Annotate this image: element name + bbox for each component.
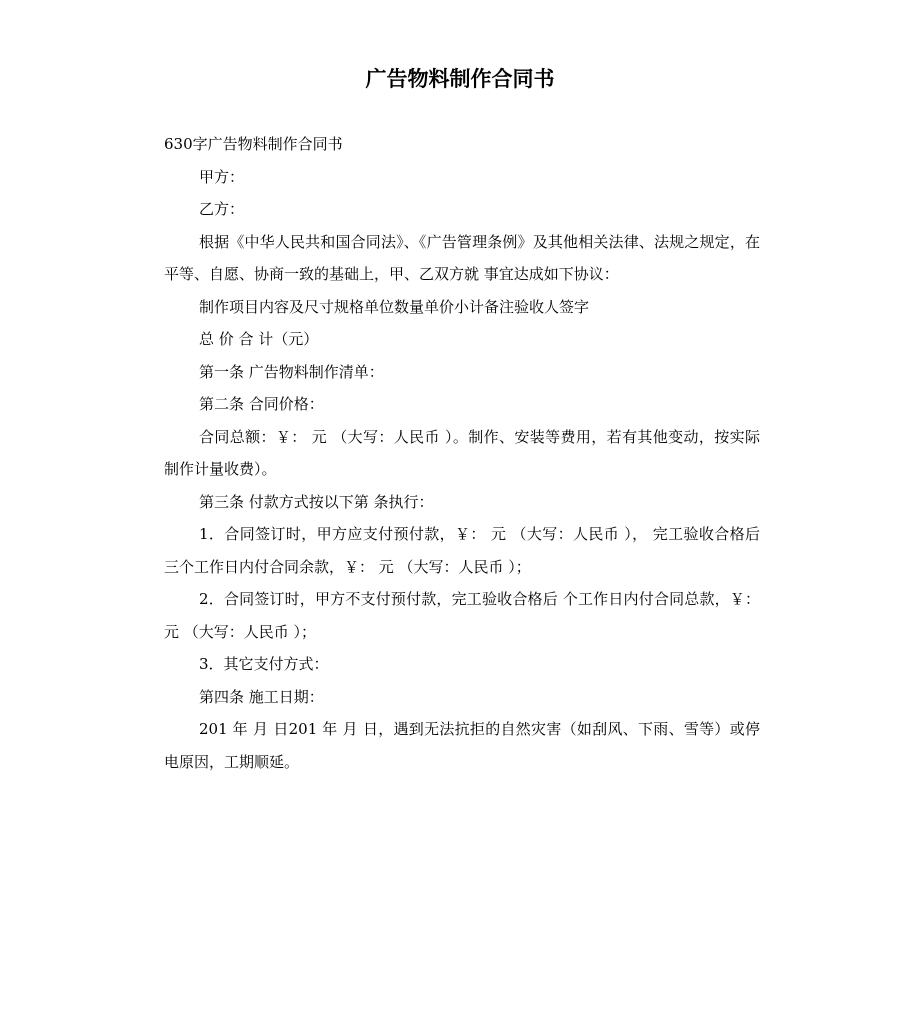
article-3-heading: 第三条 付款方式按以下第 条执行： — [199, 492, 434, 511]
construction-date-paragraph: 201 年 月 日201 年 月 日，遇到无法抗拒的自然灾害（如刮风、下雨、雪等）或停电原因，工期顺延。 — [164, 720, 760, 771]
document-body — [164, 128, 765, 778]
item-table-header: 制作项目内容及尺寸规格单位数量单价小计备注验收人签字 — [199, 297, 590, 316]
payment-option-3: 3．其它支付方式： — [199, 655, 329, 673]
contract-total-paragraph: 合同总额：￥： 元 （大写：人民币 ）。制作、安装等费用，若有其他变动，按实际制作计量收费）。 — [164, 427, 760, 478]
payment-option-2: 2．合同签订时，甲方不支付预付款，完工验收合格后 个工作日内付合同总款，￥： 元 （大写：人民币 ）； — [164, 590, 765, 641]
article-1-heading: 第一条 广告物料制作清单： — [199, 362, 384, 381]
payment-option-1: 1．合同签订时，甲方应支付预付款，￥： 元 （大写：人民币 ）， 完工验收合格后三个工作日内付合同余款，￥： 元 （大写：人民币 ）； — [164, 525, 760, 576]
document-title: 广告物料制作合同书 — [365, 67, 555, 91]
party-b-line: 乙方： — [199, 200, 245, 218]
article-2-heading: 第二条 合同价格： — [199, 395, 324, 413]
preamble-paragraph: 根据《中华人民共和国合同法》、《广告管理条例》及其他相关法律、法规之规定，在平等、自愿、协商一致的基础上，甲、乙双方就 事宜达成如下协议： — [164, 232, 760, 283]
party-a-line: 甲方： — [199, 167, 245, 186]
total-price-line: 总 价 合 计（元） — [199, 330, 319, 348]
doc-subtitle: 630字广告物料制作合同书 — [164, 135, 343, 153]
article-4-heading: 第四条 施工日期： — [199, 687, 324, 706]
